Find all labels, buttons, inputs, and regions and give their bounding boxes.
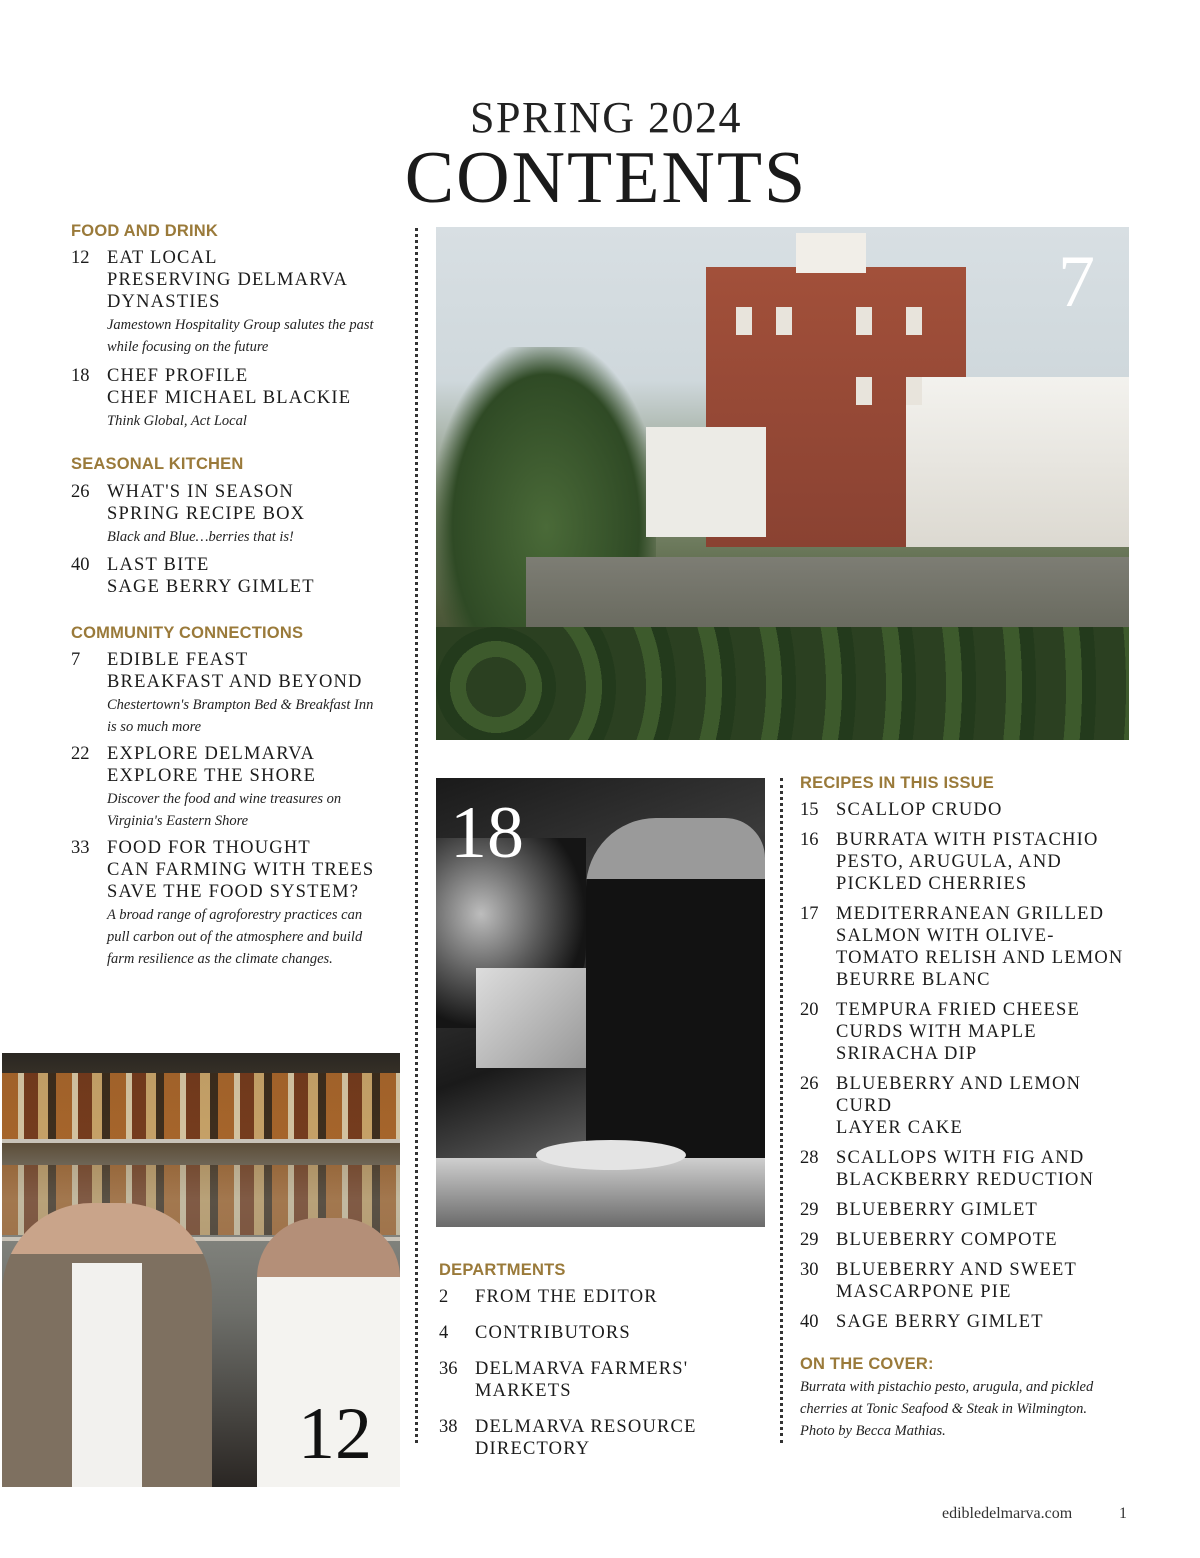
entry-description: Jamestown Hospitality Group salutes the past while focusing on the future: [107, 317, 374, 355]
recipe-title: PESTO, ARUGULA, AND: [836, 852, 1062, 872]
cover-caption: Burrata with pistachio pesto, arugula, and pickled cherries at Tonic Seafood & Steak in Wilmington. Photo by Becca Mathias.: [800, 1379, 1094, 1439]
page-number: 2: [439, 1287, 449, 1307]
entry-title: PRESERVING DELMARVA: [107, 270, 349, 290]
inn-garden-photo: [436, 227, 1129, 740]
recipe-title: SRIRACHA DIP: [836, 1044, 978, 1064]
entry-title: LAST BITE: [107, 555, 210, 575]
toc-entry[interactable]: [71, 743, 401, 832]
entry-description: Discover the food and wine treasures on Virginia's Eastern Shore: [107, 791, 342, 829]
section-heading-recipes: RECIPES IN THIS ISSUE: [800, 774, 994, 792]
page-number: 12: [71, 248, 90, 268]
page-number: 26: [71, 482, 90, 502]
recipes-section: [800, 774, 1140, 1442]
entry-title: CHEF PROFILE: [107, 366, 249, 386]
recipe-title: BLUEBERRY AND SWEET: [836, 1260, 1078, 1280]
dotted-divider-left: [415, 228, 418, 1443]
toc-entry[interactable]: [71, 837, 401, 970]
recipe-entry[interactable]: [800, 903, 1140, 991]
entry-description: Chestertown's Brampton Bed & Breakfast Inn is so much more: [107, 697, 374, 735]
recipe-title: BEURRE BLANC: [836, 970, 991, 990]
page-number: 28: [800, 1148, 819, 1168]
section-heading-seasonal-kitchen: SEASONAL KITCHEN: [71, 455, 244, 473]
recipe-title: PICKLED CHERRIES: [836, 874, 1028, 894]
entry-title: SAVE THE FOOD SYSTEM?: [107, 882, 360, 902]
section-heading-food-and-drink: FOOD AND DRINK: [71, 222, 219, 240]
toc-entry[interactable]: [71, 649, 401, 738]
entry-title: FROM THE EDITOR: [475, 1287, 658, 1307]
page-number: 40: [71, 555, 90, 575]
entry-title: EXPLORE THE SHORE: [107, 766, 317, 786]
recipe-entry[interactable]: [800, 1229, 1140, 1251]
page-number: 30: [800, 1260, 819, 1280]
recipe-title: SAGE BERRY GIMLET: [836, 1312, 1044, 1332]
section-heading-departments: DEPARTMENTS: [439, 1261, 566, 1279]
toc-entry[interactable]: [71, 481, 401, 548]
entry-title: EXPLORE DELMARVA: [107, 744, 316, 764]
entry-title: SAGE BERRY GIMLET: [107, 577, 315, 597]
owners-bar-photo: [2, 1053, 400, 1487]
chef-photo: [436, 778, 765, 1227]
recipe-entry[interactable]: [800, 1147, 1140, 1191]
dotted-divider-right: [780, 778, 783, 1443]
recipe-title: TOMATO RELISH AND LEMON: [836, 948, 1124, 968]
issue-title: SPRING 2024: [470, 93, 742, 142]
toc-entry[interactable]: [439, 1286, 779, 1308]
entry-title: EAT LOCAL: [107, 248, 218, 268]
photo-page-label: 12: [298, 1393, 372, 1475]
page-number: 16: [800, 830, 819, 850]
photo-page-label: 7: [1058, 241, 1095, 323]
toc-entry[interactable]: [439, 1322, 779, 1344]
recipe-title: BURRATA WITH PISTACHIO: [836, 830, 1099, 850]
entry-title: DIRECTORY: [475, 1439, 591, 1459]
page-number: 29: [800, 1230, 819, 1250]
entry-description: A broad range of agroforestry practices can pull carbon out of the atmosphere and build farm resilience as the climate changes.: [107, 907, 363, 967]
toc-entry[interactable]: [71, 247, 401, 358]
recipe-entry[interactable]: [800, 1259, 1140, 1303]
left-column: [71, 222, 401, 970]
page-number: 18: [71, 366, 90, 386]
recipe-title: SCALLOP CRUDO: [836, 800, 1003, 820]
recipe-entry[interactable]: [800, 1073, 1140, 1139]
recipe-title: MEDITERRANEAN GRILLED: [836, 904, 1105, 924]
entry-title: SPRING RECIPE BOX: [107, 504, 306, 524]
recipe-entry[interactable]: [800, 1311, 1140, 1333]
footer-page-number: 1: [1119, 1505, 1127, 1522]
entry-description: Think Global, Act Local: [107, 413, 247, 429]
departments-section: [439, 1261, 779, 1460]
page-number: 38: [439, 1417, 458, 1437]
footer-website: edibledelmarva.com: [942, 1505, 1073, 1522]
recipe-title: CURDS WITH MAPLE: [836, 1022, 1037, 1042]
section-heading-on-the-cover: ON THE COVER:: [800, 1355, 934, 1373]
recipe-title: SALMON WITH OLIVE-: [836, 926, 1055, 946]
recipe-title: TEMPURA FRIED CHEESE: [836, 1000, 1080, 1020]
entry-title: DELMARVA FARMERS' MARKETS: [475, 1359, 689, 1401]
entry-title: CONTRIBUTORS: [475, 1323, 631, 1343]
recipe-title: BLUEBERRY COMPOTE: [836, 1230, 1058, 1250]
page-number: 15: [800, 800, 819, 820]
section-heading-community-connections: COMMUNITY CONNECTIONS: [71, 624, 304, 642]
page-number: 22: [71, 744, 90, 764]
entry-title: CHEF MICHAEL BLACKIE: [107, 388, 352, 408]
page-number: 17: [800, 904, 819, 924]
recipe-title: BLUEBERRY GIMLET: [836, 1200, 1038, 1220]
entry-description: Black and Blue…berries that is!: [107, 529, 294, 545]
recipe-entry[interactable]: [800, 799, 1140, 821]
recipe-title: LAYER CAKE: [836, 1118, 963, 1138]
entry-title: BREAKFAST AND BEYOND: [107, 672, 363, 692]
entry-title: FOOD FOR THOUGHT: [107, 838, 311, 858]
entry-title: CAN FARMING WITH TREES: [107, 860, 375, 880]
entry-title: EDIBLE FEAST: [107, 650, 249, 670]
page-title: CONTENTS: [404, 137, 808, 219]
page-number: 29: [800, 1200, 819, 1220]
page-number: 33: [71, 838, 90, 858]
entry-title: DELMARVA RESOURCE: [475, 1417, 697, 1437]
page-number: 20: [800, 1000, 819, 1020]
page-number: 40: [800, 1312, 819, 1332]
recipe-entry[interactable]: [800, 1199, 1140, 1221]
recipe-title: SCALLOPS WITH FIG AND: [836, 1148, 1085, 1168]
toc-entry[interactable]: [439, 1358, 779, 1402]
recipe-title: BLACKBERRY REDUCTION: [836, 1170, 1095, 1190]
page-number: 7: [71, 650, 81, 670]
toc-entry[interactable]: [71, 365, 401, 432]
recipe-title: MASCARPONE PIE: [836, 1282, 1012, 1302]
entry-title: WHAT'S IN SEASON: [107, 482, 294, 502]
toc-entry[interactable]: [71, 554, 401, 598]
page-number: 4: [439, 1323, 449, 1343]
recipe-entry[interactable]: [800, 999, 1140, 1065]
toc-entry[interactable]: [439, 1416, 779, 1460]
photo-page-label: 18: [450, 792, 524, 874]
page-number: 36: [439, 1359, 458, 1379]
entry-title: DYNASTIES: [107, 292, 221, 312]
recipe-title: BLUEBERRY AND LEMON CURD: [836, 1074, 1082, 1116]
recipe-entry[interactable]: [800, 829, 1140, 895]
page-number: 26: [800, 1074, 819, 1094]
